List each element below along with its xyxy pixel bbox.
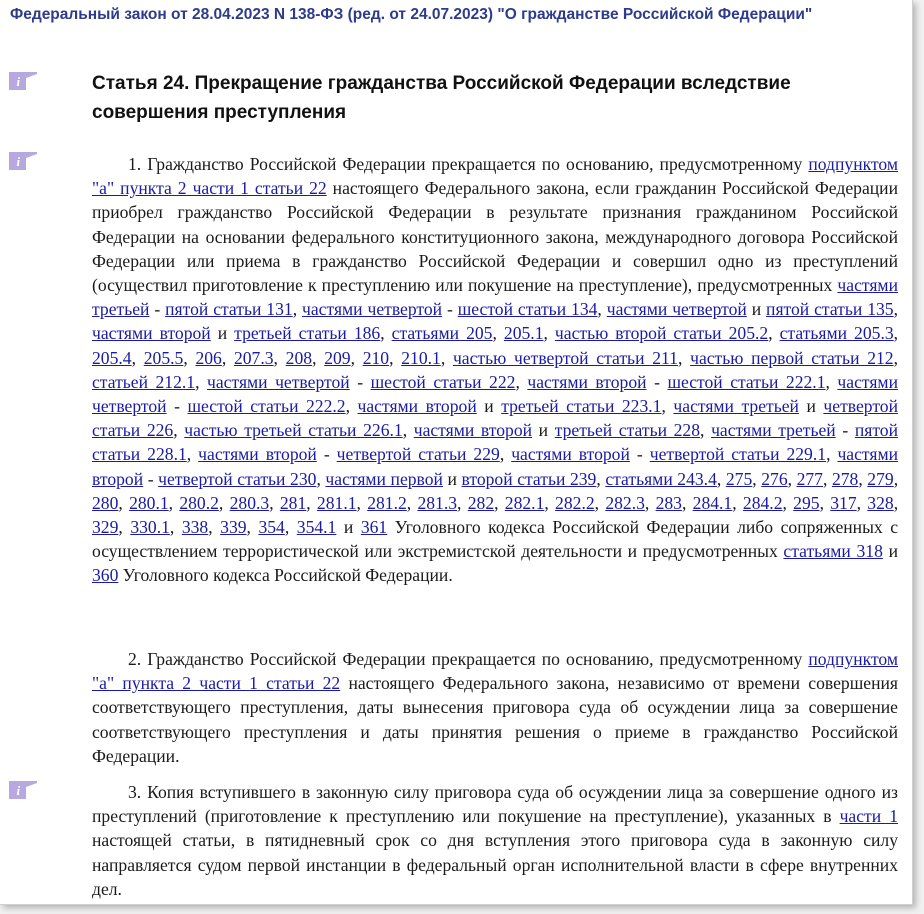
paragraph-text: , [402,420,414,441]
paragraph-text: , [677,347,691,368]
paragraph-text: , [700,420,712,441]
paragraph-text: , [893,468,899,489]
paragraph-1 [92,152,898,588]
law-reference-link[interactable]: 295 [793,492,820,513]
paragraph-text: настоящей статьи, в пятидневный срок со дня вступления этого приговора суда в законную силу направляется судом первой инстанции в федеральный орган исполнительной власти в сфере внутренних дел. [92,830,898,899]
paragraph-text: , [168,492,180,513]
law-reference-link[interactable]: 279 [867,468,894,489]
law-reference-link[interactable]: 338 [181,517,209,538]
paragraph-text: Уголовного кодекса Российской Федерации. [118,565,453,586]
law-reference-link[interactable]: 208 [285,347,313,368]
law-reference-link[interactable]: частями четвертой [606,299,747,320]
paragraph-text: , [893,492,899,513]
law-reference-link[interactable]: частями второй [511,444,630,465]
paragraph-text: , [822,468,832,489]
law-reference-link[interactable]: 276 [761,468,788,489]
paragraph-text: , [273,347,286,368]
paragraph-text: , [457,492,468,513]
law-reference-link[interactable]: подпунктом "а" пункта 2 части 1 статьи 22 [92,649,898,694]
law-reference-link[interactable]: 284.1 [692,492,733,513]
law-reference-link[interactable]: четвертой статьи 230 [158,468,317,489]
law-reference-link[interactable]: третьей статьи 228 [554,420,701,441]
paragraph-text: - [442,299,458,320]
paragraph-text: , [406,492,418,513]
paragraph-text: - [149,299,166,320]
paragraph-text: и [532,420,555,441]
law-reference-link[interactable]: частями четвертой [207,371,350,392]
paragraph-text: , [893,347,899,368]
paragraph-text: и [210,323,235,344]
paragraph-text: , [208,517,221,538]
paragraph-text: - [316,444,337,465]
law-reference-link[interactable]: статьями 318 [783,541,883,562]
law-reference-link[interactable]: 205.5 [143,347,184,368]
law-reference-link[interactable]: частью третьей статьи 226.1 [184,420,403,441]
paragraph-text: , [350,347,363,368]
law-reference-link[interactable]: шестой статьи 222.1 [667,371,826,392]
paragraph-text: , [515,371,528,392]
paragraph-text: , [597,299,607,320]
paragraph-text: , [173,420,185,441]
paragraph-text: , [499,444,512,465]
paragraph-text: 1. Гражданство Российской Федерации прекращается по основанию, предусмотренному [128,154,809,174]
paragraph-text: , [644,492,656,513]
paragraph-text: и [336,517,361,538]
law-reference-link[interactable]: частями третьей [711,420,836,441]
paragraph-text: , [221,347,234,368]
paragraph-text: и [442,468,462,489]
law-reference-link[interactable]: 277 [796,468,823,489]
law-reference-link[interactable]: 278 [831,468,859,489]
paragraph-text: - [349,371,371,392]
law-reference-link[interactable]: 281 [279,492,307,513]
law-reference-link[interactable]: 282.1 [504,492,545,513]
law-reference-link[interactable]: частями второй [357,396,477,417]
paragraph-text: , [661,396,674,417]
paragraph-text: , [345,396,358,417]
paragraph-text: , [819,492,831,513]
law-reference-link[interactable]: подпунктом "а" пункта 2 части 1 статьи 22 [92,154,898,199]
law-reference-link[interactable]: 282 [467,492,495,513]
law-reference-link[interactable]: 280.2 [179,492,219,513]
svg-text:i: i [16,154,21,169]
paragraph-text: , [218,492,230,513]
law-reference-link[interactable]: 339 [220,517,247,538]
paragraph-text: - [629,444,650,465]
paragraph-text: и [798,396,824,417]
paragraph-text: - [835,420,855,441]
paragraph-text: 2. Гражданство Российской Федерации прекращается по основанию, предусмотренному [128,649,809,669]
info-icon[interactable] [8,151,38,171]
paragraph-text: , [131,347,144,368]
paragraph-text: , [825,371,838,392]
article-title: Статья 24. Прекращение гражданства Российской Федерации вследствие совершения преступления [92,73,791,123]
law-reference-link[interactable]: 354 [258,517,285,538]
law-reference-link[interactable]: четвертой статьи 226 [92,396,898,441]
paragraph-text: , [732,492,743,513]
info-icon[interactable] [8,71,38,91]
paragraph-3 [92,780,898,901]
law-reference-link[interactable]: 284.2 [742,492,783,513]
paragraph-text: , [169,517,182,538]
paragraph-text: , [893,323,899,344]
info-icon[interactable] [8,780,38,800]
law-reference-link[interactable]: частями первой [325,468,443,489]
paragraph-text: и [746,299,767,320]
law-reference-link[interactable]: 209 [324,347,351,368]
law-reference-link[interactable]: шестой статьи 222 [370,371,516,392]
law-reference-link[interactable]: 275 [725,468,753,489]
law-reference-link[interactable]: 210 [362,347,390,368]
law-reference-link[interactable]: 207.3 [233,347,274,368]
law-reference-link[interactable]: 317 [830,492,857,513]
paragraph-text: 3. Копия вступившего в законную силу приговора суда об осуждении лица за совершение одного из преступлений (приготовление к преступлению или покушение на преступление), указанных в [92,782,898,827]
law-reference-link[interactable]: шестой статьи 222.2 [187,396,346,417]
paragraph-text: , [186,444,199,465]
paragraph-text: , [306,492,317,513]
paragraph-2 [92,647,898,768]
law-reference-link[interactable]: частями третьей [673,396,799,417]
paragraph-text: , [893,299,899,320]
paragraph-text: , [782,492,794,513]
paragraph-text: настоящего Федерального закона, если гражданин Российской Федерации приобрел гражданство Российской Федерации в результате признания гражданином Российской Федерации на основании федерального конституционного закона, международного договора Российской Федерации или приема в гражданство Российской Федерации и совершил одно из преступлений (осуществил приготовление к преступлению или покушение на преступление), предусмотренных [92,178,899,296]
paragraph-text: , [543,323,555,344]
law-reference-link[interactable]: 280.1 [129,492,169,513]
paragraph-text: , [858,468,868,489]
svg-text:i: i [16,783,21,798]
paragraph-text: - [646,371,668,392]
law-reference-link[interactable]: третьей статьи 186 [234,323,381,344]
law-reference-link[interactable]: 205.4 [92,347,132,368]
law-reference-link[interactable]: частью четвертой статьи 211 [452,347,678,368]
law-reference-link[interactable]: пятой статьи 135 [766,299,894,320]
law-reference-link[interactable]: 280.3 [229,492,270,513]
paragraph-text: , [768,323,780,344]
law-reference-link[interactable]: 283 [655,492,682,513]
law-reference-link[interactable]: 360 [92,565,119,586]
law-reference-link[interactable]: частями третьей [92,275,898,320]
paragraph-text: , [183,347,196,368]
paragraph-text: , [118,492,130,513]
law-reference-link[interactable]: четвертой статьи 229 [336,444,500,465]
paragraph-text: и [476,396,502,417]
law-reference-link[interactable]: шестой статьи 134 [457,299,598,320]
paragraph-text: - [143,468,159,489]
law-reference-link[interactable]: 329 [92,517,119,538]
law-reference-link[interactable]: 205.1 [503,323,544,344]
law-reference-link[interactable]: 361 [360,517,388,538]
paragraph-text: , [492,323,504,344]
law-reference-link[interactable]: частями второй [92,323,211,344]
paragraph-text: Уголовного кодекса Российской Федерации либо сопряженных с осуществлением террористической или экстремистской деятельности и предусмотренных [92,517,899,562]
paragraph-text: , [389,347,402,368]
law-reference-link[interactable]: 281.2 [367,492,407,513]
paragraph-text: , [292,299,303,320]
paragraph-text: , [195,371,208,392]
paragraph-text: , [594,492,606,513]
law-reference-link[interactable]: пятой статьи 131 [165,299,293,320]
law-reference-link[interactable]: частями четвертой [302,299,443,320]
document-title: Федеральный закон от 28.04.2023 N 138-ФЗ (ред. от 24.07.2023) "О гражданстве Российской Федерации" [10,6,813,23]
law-reference-link[interactable]: частями четвертой [92,371,898,417]
paragraph-text: , [246,517,259,538]
paragraph-text: , [380,323,392,344]
law-reference-link[interactable]: частями второй [527,371,647,392]
paragraph-text: , [752,468,762,489]
paragraph-text: , [284,517,297,538]
paragraph-text: , [316,468,326,489]
paragraph-text: настоящего Федерального закона, независимо от времени совершения соответствующего преступления, даты вынесения приговора суда об осуждении лица за совершение соответствующего преступления и даты принятия решения о приеме в гражданство Российской Федерации. [92,673,898,766]
paragraph-text: , [596,468,606,489]
law-reference-link[interactable]: частями второй [413,420,533,441]
law-reference-link[interactable]: 282.2 [555,492,595,513]
law-reference-link[interactable]: 282.3 [605,492,645,513]
paragraph-text: , [440,347,453,368]
paragraph-text: , [269,492,280,513]
law-reference-link[interactable]: статьей 212.1 [92,371,196,392]
law-reference-link[interactable]: 330.1 [130,517,170,538]
law-reference-link[interactable]: 281.1 [316,492,357,513]
law-reference-link[interactable]: статьями 205 [391,323,493,344]
paragraph-text: и [882,541,898,562]
law-reference-link[interactable]: второй статьи 239 [461,468,597,489]
law-reference-link[interactable]: 281.3 [417,492,458,513]
law-reference-link[interactable]: 354.1 [296,517,337,538]
law-reference-link[interactable]: статьями 205.3 [779,323,894,344]
law-reference-link[interactable]: третьей статьи 223.1 [501,396,662,417]
paragraph-text: , [544,492,556,513]
law-reference-link[interactable]: 210.1 [401,347,441,368]
law-reference-link[interactable]: частями второй [198,444,317,465]
law-reference-link[interactable]: пятой статьи 228.1 [92,420,899,465]
paragraph-text: , [356,492,368,513]
paragraph-text: , [856,492,868,513]
law-reference-link[interactable]: четвертой статьи 229.1 [649,444,827,465]
paragraph-text: - [166,396,188,417]
paragraph-text: , [494,492,505,513]
paragraph-text: , [716,468,726,489]
paragraph-text: , [826,444,838,465]
law-reference-link[interactable]: 280 [92,492,119,513]
law-reference-link[interactable]: 328 [867,492,894,513]
paragraph-text: , [681,492,693,513]
law-reference-link[interactable]: частями второй [92,444,899,489]
law-reference-link[interactable]: части 1 [839,806,898,827]
law-reference-link[interactable]: 206 [195,347,222,368]
paragraph-text: , [118,517,131,538]
paragraph-text: , [312,347,325,368]
svg-text:i: i [16,74,21,89]
paragraph-text: , [787,468,797,489]
law-reference-link[interactable]: частью второй статьи 205.2 [554,323,769,344]
law-reference-link[interactable]: частью первой статьи 212 [690,347,894,368]
law-reference-link[interactable]: статьями 243.4 [605,468,717,489]
